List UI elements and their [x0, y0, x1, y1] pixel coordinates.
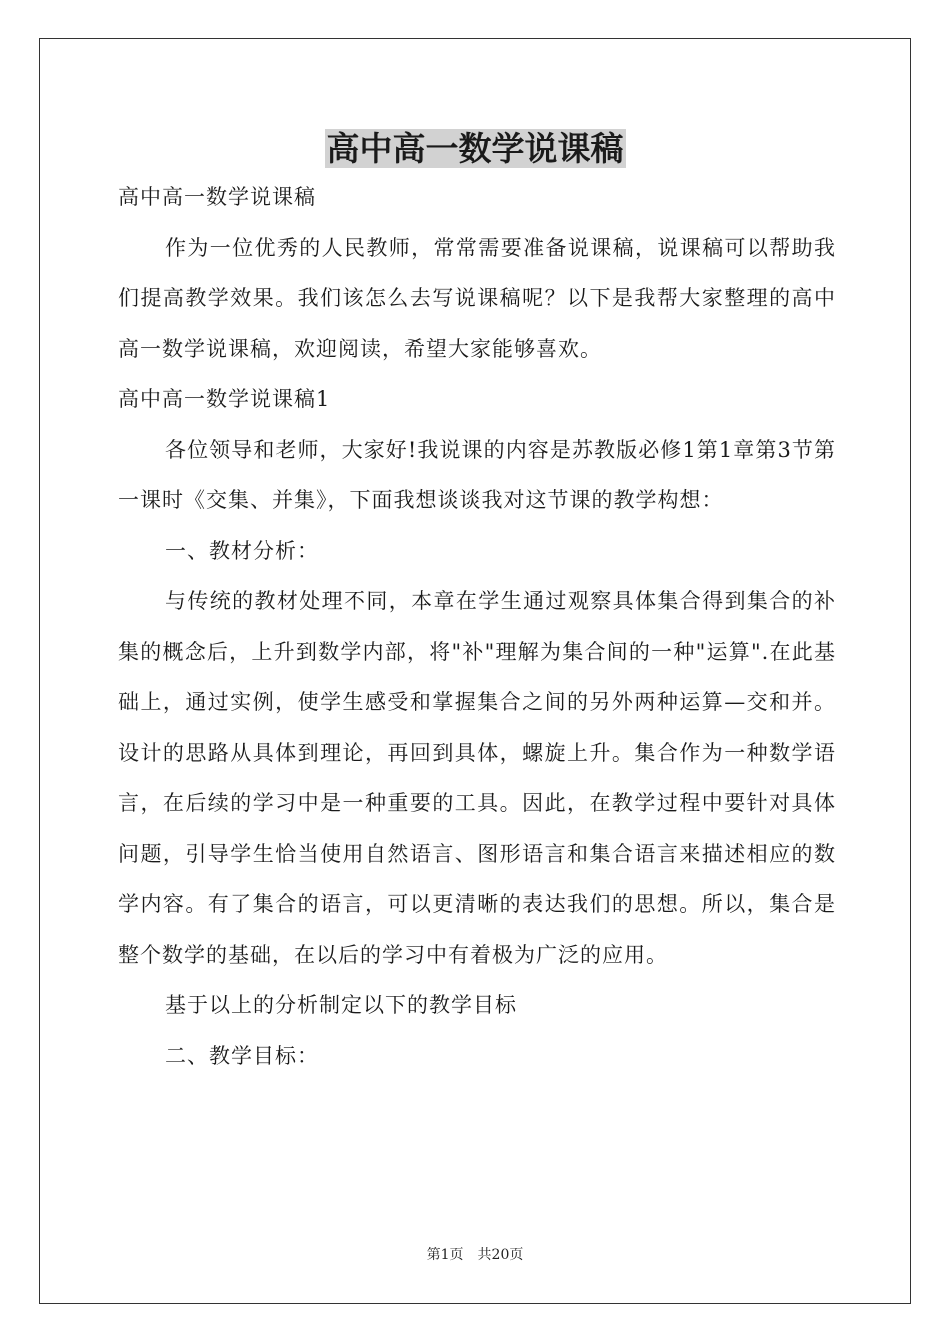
page-total: 共20页	[477, 1247, 524, 1263]
page-number: 第1页	[426, 1247, 464, 1263]
paragraph-greeting: 各位领导和老师，大家好!我说课的内容是苏教版必修1第1章第3节第一课时《交集、并集》，下面我想谈谈我对这节课的教学构想：	[118, 437, 836, 512]
heading-teaching-goals: 二、教学目标：	[165, 1043, 319, 1068]
paragraph-section-heading: 高中高一数学说课稿1	[118, 387, 331, 411]
paragraph-analysis: 与传统的教材处理不同，本章在学生通过观察具体集合得到集合的补集的概念后，上升到数学内部，将"补"理解为集合间的一种"运算".在此基础上，通过实例，使学生感受和掌握集合之间的另外两种运算—交和并。设计的思路从具体到理论，再回到具体，螺旋上升。集合作为一种数学语言，在后续的学习中是一种重要的工具。因此，在教学过程中要针对具体问题，引导学生恰当使用自然语言、图形语言和集合语言来描述相应的数学内容。有了集合的语言，可以更清晰的表达我们的思想。所以，集合是整个数学的基础，在以后的学习中有着极为广泛的应用。	[118, 589, 836, 967]
document-title	[0, 124, 950, 174]
paragraph-intro: 作为一位优秀的人民教师，常常需要准备说课稿，说课稿可以帮助我们提高教学效果。我们该怎么去写说课稿呢？以下是我帮大家整理的高中高一数学说课稿，欢迎阅读，希望大家能够喜欢。	[118, 235, 836, 361]
document-title-text: 高中高一数学说课稿	[326, 129, 624, 168]
heading-textbook-analysis: 一、教材分析：	[165, 538, 319, 563]
paragraph-goal-intro: 基于以上的分析制定以下的教学目标	[165, 993, 517, 1017]
paragraph-subtitle: 高中高一数学说课稿	[118, 185, 316, 209]
page-footer	[0, 1245, 950, 1265]
document-body	[118, 172, 836, 1081]
